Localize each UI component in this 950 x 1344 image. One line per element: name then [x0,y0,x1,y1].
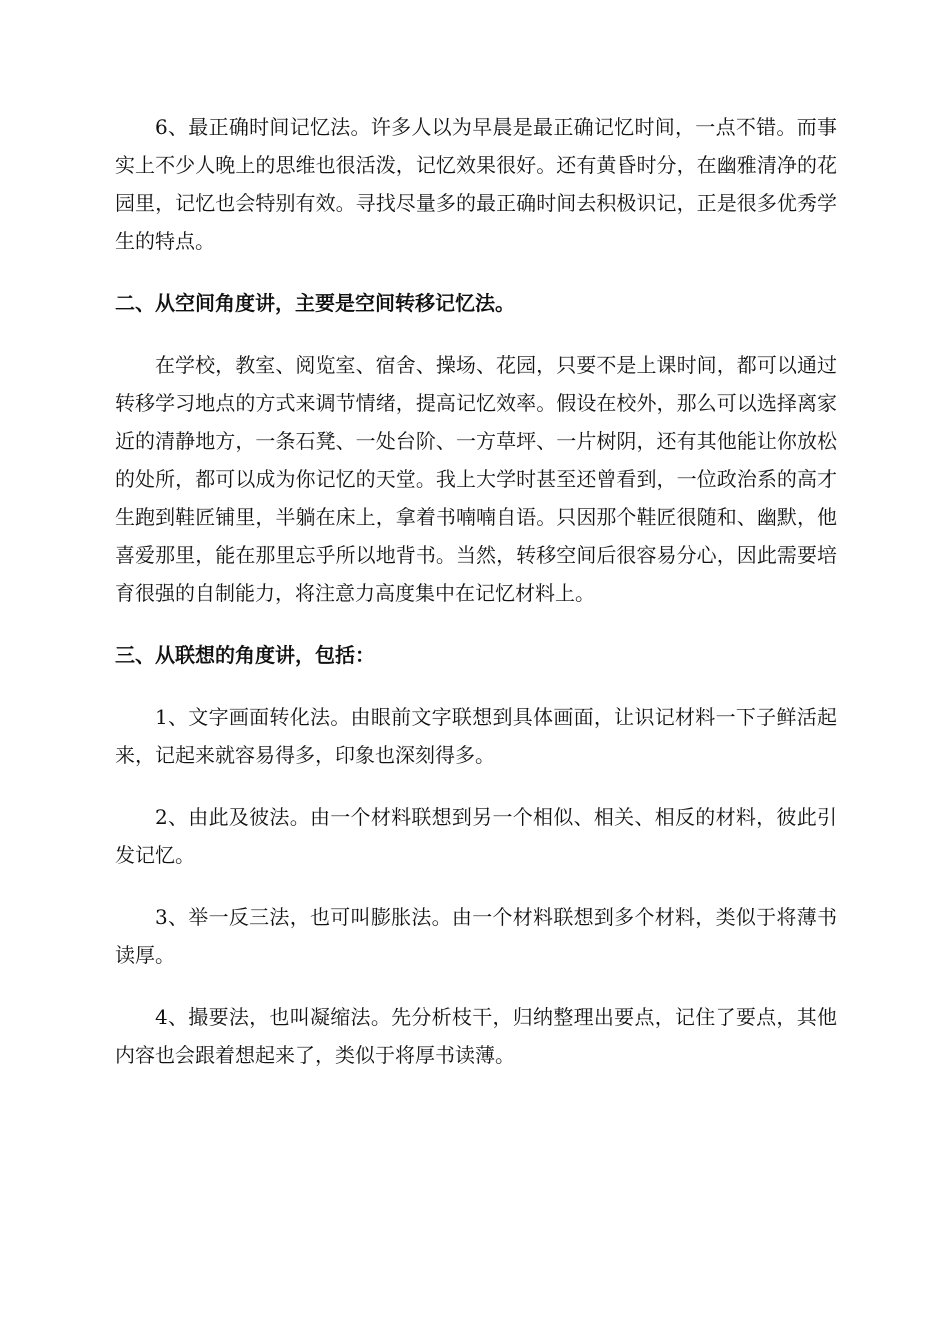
paragraph-text-image-method: 1、文字画面转化法。由眼前文字联想到具体画面，让识记材料一下子鲜活起来，记起来就容易得多，印象也深刻得多。 [115,705,837,767]
paragraph-expansion-method: 3、举一反三法，也可叫膨胀法。由一个材料联想到多个材料，类似于将薄书读厚。 [115,905,837,967]
document-page [115,108,837,1098]
section-heading-association: 三、从联想的角度讲，包括： [115,643,375,667]
section-heading-space: 二、从空间角度讲，主要是空间转移记忆法。 [115,291,515,315]
paragraph-this-to-that-method: 2、由此及彼法。由一个材料联想到另一个相似、相关、相反的材料，彼此引发记忆。 [115,805,837,867]
paragraph-condensation-method: 4、撮要法，也叫凝缩法。先分析枝干，归纳整理出要点，记住了要点，其他内容也会跟着想起来了，类似于将厚书读薄。 [115,1005,837,1067]
paragraph-space-transfer: 在学校，教室、阅览室、宿舍、操场、花园，只要不是上课时间，都可以通过转移学习地点的方式来调节情绪，提高记忆效率。假设在校外，那么可以选择离家近的清静地方，一条石凳、一处台阶、一方草坪、一片树阴，还有其他能让你放松的处所，都可以成为你记忆的天堂。我上大学时甚至还曾看到，一位政治系的高才生跑到鞋匠铺里，半躺在床上，拿着书喃喃自语。只因那个鞋匠很随和、幽默，他喜爱那里，能在那里忘乎所以地背书。当然，转移空间后很容易分心，因此需要培育很强的自制能力，将注意力高度集中在记忆材料上。 [115,353,837,605]
paragraph-best-time-method: 6、最正确时间记忆法。许多人以为早晨是最正确记忆时间，一点不错。而事实上不少人晚上的思维也很活泼，记忆效果很好。还有黄昏时分，在幽雅清净的花园里，记忆也会特别有效。寻找尽量多的最正确时间去积极识记，正是很多优秀学生的特点。 [115,115,837,253]
